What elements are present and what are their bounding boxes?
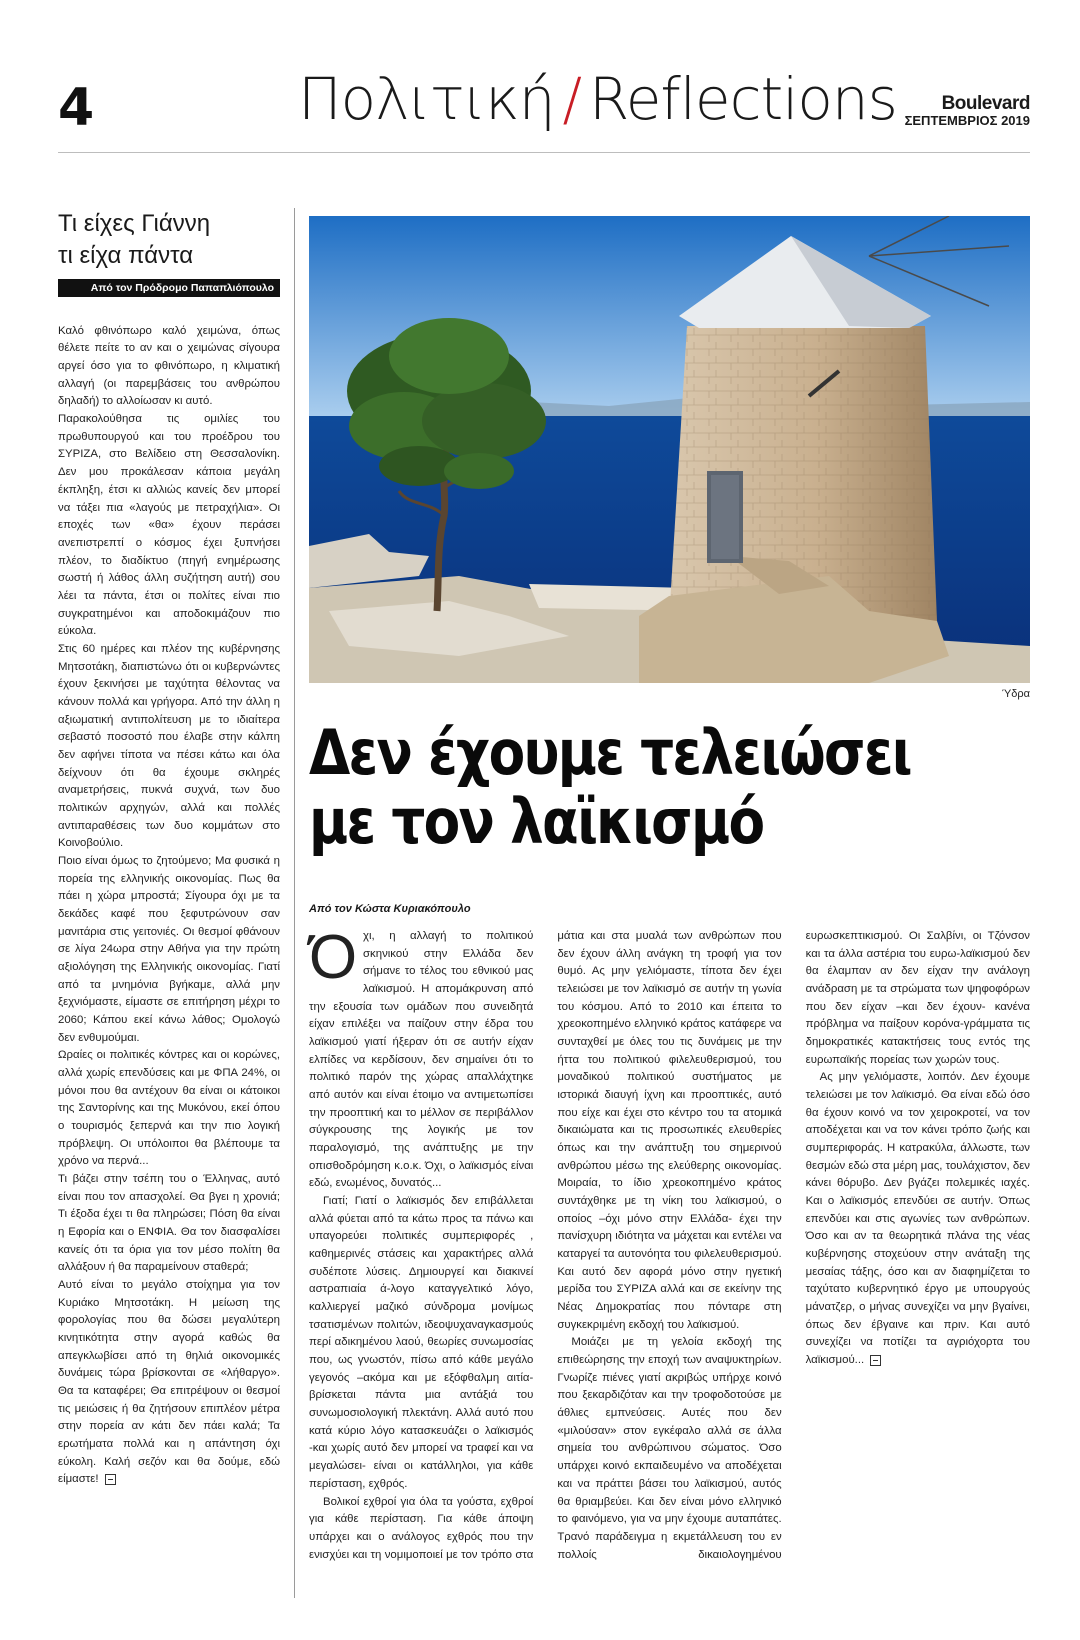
article-paragraph-text: Ας μην γελιόμαστε, λοιπόν. Δεν έχουμε τελειώσει με τον λαϊκισμό. Θα είναι εδώ όσο θα έχουν κοινό να τον χειροκροτεί, να τον αποδέχεται και να τον κάνει τρόπο ζωής και συμπεριφοράς. Η κατρακύλα, άλλωστε, των θεσμών εδώ στα μέρη μας, τουλάχιστον, δεν κάνει θόρυβο. Δεν βγάζει πολεμικές ιαχές. Και ο λαϊκισμός επενδύει σε αυτήν. Όπως επενδύει και στις αγωνίες των ανθρώπων. Όσο και αν τα θεωρητικά πλάνα της νέας κυβέρνησης στοχεύουν στην ανάταξη της μεσαίας τάξης, όσο και αν διαφημίζεται το ταχύτατο κυβερνητικό έργο με υπουργούς μάνατζερ, ο μήνας συνεχίζει να μην βγαίνει, όπως δεν έβγαινε και πριν. Και αυτό συνεχίζει να ποτίζει τα αγριόχορτα του λαϊκισμού...: [805, 1071, 1030, 1367]
column-paragraph: Καλό φθινόπωρο καλό χειμώνα, όπως θέλετε πείτε το αν και ο χειμώνας σίγουρα αργεί όσο για το φθινόπωρο, η κλιματική αλλαγή (οι παρεμβάσεις του ανθρώπου δηλαδή) το αλλοίωσαν κι αυτό.: [58, 324, 280, 408]
headline-line-1: Δεν έχουμε τελειώσει: [309, 716, 911, 789]
article-paragraph: [309, 923, 534, 1193]
column-paragraph: [58, 1277, 280, 1489]
end-of-article-icon: [105, 1474, 116, 1485]
column-paragraph: Τι βάζει στην τσέπη του ο Έλληνας, αυτό είναι που τον απασχολεί. Θα βγει η χρονιά; Τι έξοδα έχει τι θα πληρώσει; Πόση θα είναι η Εφορία και ο ΕΝΦΙΑ. Θα τον διασφαλίσει κανείς ότι τα όρια για τον μέσο πολίτη θα αλλάξουν ή θα παραμείνουν σταθερά;: [58, 1173, 280, 1274]
section-title-english: Reflections: [589, 65, 897, 133]
column-body: [58, 323, 280, 1489]
photo-caption: Ύδρα: [1001, 688, 1030, 700]
column-title: [58, 208, 280, 273]
column-paragraph: Ωραίες οι πολιτικές κόντρες και οι κορώνες, αλλά χωρίς επενδύσεις και με ΦΠΑ 24%, οι μόνοι που θα αντέχουν θα είναι οι κάτοικοι της Σαντορίνης και της Μυκόνου, εκεί όπου ο τουρισμός ξεπερνά και την πιο λογική πρόβλεψη. Οι υπόλοιποι θα βλέπουμε τα χρόνο να περνά...: [58, 1049, 280, 1168]
article-byline: Από τον Κώστα Κυριακόπουλο: [309, 903, 471, 915]
windmill-photo: [309, 216, 1030, 683]
section-title-greek: Πολιτική: [298, 65, 555, 133]
column-paragraph: Στις 60 ημέρες και πλέον της κυβέρνησης Μητσοτάκη, διαπιστώνω ότι οι κυβερνώντες έχουν ξεκινήσει με ταχύτητα θέλοντας να κάνουν πολλά και γρήγορα. Από την άλλη η αξιωματική αντιπολίτευση με το ιδιαίτερα σεβαστό ποσοστό που έλαβε στην κάλπη δεν αφήνει τίποτα να πέσει κάτω και όλα δείχνουν ότι θα έχουμε σκληρές αναμετρήσεις, πυκνά συχνά, των δυο πολιτικών αρχηγών, αλλά και πολλές αντιπαραθέσεις των δυο κομμάτων στο Κοινοβούλιο.: [58, 642, 280, 850]
article-paragraph: Βολικοί εχθροί για όλα τα γούστα, εχθροί για κάθε περίσταση. Για κάθε άποψη υπάρχει και ο ανάλογος εχθρός που την ενισχύει και τη νομιμοποιεί με τον τρόπο στα μάτια και στα μυαλά των ανθρώπων που δεν έχουν άλλη ανάγκη τη τροφή για τον θυμό. Ας μην γελιόμαστε, τίποτα δεν έχει τελειώσει με τον λαϊκισμό σε αυτήν τη γωνία του κόσμου. Από το 2010 και έπειτα το χρεοκοπημένο ελληνικό κράτος κατάφερε να συνταχθεί με όλες του τις δυνάμεις με την ήττα του πολιτικού φιλελευθερισμού, του μοναδικού πολιτικού συστήματος με ιστορικά διαυγή ίχνη και προοπτικές, αυτό που είχε και έχει στο κέντρο του τα ατομικά δικαιώματα και τις προσωπικές ελευθερίες όπως και την ανάπτυξη του σημερινού ανθρώπου μέσω της ελεύθερης οικονομίας. Μοιραία, το ίδιο χρεοκοπημένο κράτος συντάχθηκε με τη νίκη του λαϊκισμού, ο οποίος –όχι μόνο στην Ελλάδα- έχει την πανίσχυρη ιδιότητα να μάχεται και εντέλει να καταργεί τα αυτονόητα του φιλελευθερισμού. Και αυτό δεν αφορά μόνο στην ηγετική μερίδα του ΣΥΡΙΖΑ αλλά και σε εκείνην της Νέας Δημοκρατίας που πόνταρε στη συγκεκριμένη εκδοχή του λαϊκισμού.: [309, 930, 782, 1561]
article-headline: [309, 718, 911, 857]
article-paragraph: [806, 1069, 1030, 1369]
column-paragraph: Ποιο είναι όμως το ζητούμενο; Μα φυσικά η πορεία της ελληνικής οικονομίας. Πως θα πάει η χώρα μπροστά; Σίγουρα όχι με τα δεκάδες καφέ που ξεφυτρώνουν σαν μανιτάρια στις γειτονιές. Οι θεσμοί φθάνουν σε λίγα 24ωρα στην Αθήνα για την πρώτη αξιολόγηση της Ελληνικής οικονομίας. Γιατί από τα μνημόνια βγήκαμε, αλλά μην ξεχνιόμαστε, είμαστε σε επιτήρηση μέχρι το 2060; Κάπου εκεί κάνω λάθος; Ομολογώ δεν ενθυμούμαι.: [58, 854, 280, 1044]
section-title: [298, 65, 897, 133]
column-paragraph-text: Αυτό είναι το μεγάλο στοίχημα για τον Κυριάκο Μητσοτάκη. Η μείωση της φορολογίας που θα δώσει μεγαλύτερη κινητικότητα στην αγορά καθώς θα απεγκλωβίσει από τη θηλιά οικονομικές δυνάμεις τώρα βρίσκονται σε «λήθαργο». Θα τα καταφέρει; Θα επιτρέψουν οι θεσμοί τις μειώσεις ή θα ζητήσουν επιπλέον μέτρα στην πορεία αν κάτι δεν πάει καλά; Τα ερωτήματα πολλά και η απάντηση όχι εύκολη. Καλή σεζόν και θα δούμε, εδώ είμαστε!: [58, 1279, 280, 1486]
section-separator: /: [562, 65, 582, 133]
column-divider: [294, 208, 295, 1598]
drop-cap: Ό: [309, 923, 358, 992]
column-title-line-2: τι είχα πάντα: [58, 242, 194, 270]
article-paragraph-text: χι, η αλλαγή το πολιτικού σκηνικού στην Ελλάδα δεν σήμανε το τέλος του εθνικού μας λαϊκισμού. Η απομάκρυνση από την εξουσία των ομάδων που συνειδητά είχαν επιλέξει να παίζουν στην έδρα του λαϊκισμού γιατί ήξεραν ότι σε αυτήν είχαν ελπίδες να κερδίσουν, δεν σημαίνει ότι το πολιτικό παρόν της χώρας απαλλάχτηκε από αυτόν και είναι έτοιμο να αντιμετωπίσει την προοπτική και το μέλλον σε περιβάλλον σύγκρουσης της λογικής με τον παραλογισμό, της ανάπτυξης με την οπισθοδρόμηση κ.ο.κ. Όχι, ο λαϊκισμός είναι εδώ, ενωμένος, δυνατός...: [309, 930, 534, 1190]
column-author-bar: Από τον Πρόδρομο Παπαπλιόπουλο: [58, 279, 280, 297]
column-paragraph: Παρακολούθησα τις ομιλίες του πρωθυπουργού και του προέδρου του ΣΥΡΙΖΑ, στο Βελίδειο στη Θεσσαλονίκη. Δεν μου προκάλεσαν κάποια μεγάλη έκπληξη, έτσι κι αλλιώς κανείς δεν μπορεί να τάξει πια «λαγούς με πετραχήλια». Οι εποχές των «θα» έχουν περάσει ανεπιστρεπτί ο κόσμος έχει ξυπνήσει πλέον, το διαδίκτυο (πηγή ενημέρωσης σωστή ή λάθος άλλη συζήτηση αυτή) σου λέει τα πάντα, έτσι οι πολίτες είναι πιο συγκρατημένοι και αποδοκιμάζουν πιο εύκολα.: [58, 413, 280, 638]
article-paragraph: Μοιάζει με τη γελοία εκδοχή της επιθεώρησης την εποχή των αναψυκτηρίων. Γνωρίζε πιένες γιατί ακριβώς υπήρχε κοινό που ξεκαρδιζόταν και την τροφοδοτούσε με άθλιες εμπνεύσεις. Αυτές που δεν «μιλούσαν» στον εγκέφαλο αλλά σε άλλα σημεία του ανθρώπινου σώματος. Όσο υπάρχει κοινό εκπαιδευμένο να αποδέχεται και να πράττει βάσει του λαϊκισμού, αυτός θα θριαμβεύει. Και δεν είναι μόνο ελληνικό το φαινόμενο, για να μην έχουμε αυταπάτες. Τρανό παράδειγμα η εκμετάλλευση του εν πολλοίς δικαιολογημένου ευρωσκεπτικισμού. Οι Σαλβίνι, οι Τζόνσον και τα άλλα αστέρια του ευρω-λαϊκισμού δεν θα έλαμπαν αν δεν είχαν την ανάλογη ανάδραση με τα στρώματα των ψηφοφόρων που δεν είχαν –και δεν έχουν- κανένα πρόβλημα να παίξουν κορόνα-γράμματα τις δημοκρατικές κατακτήσεις τους εντός της ευρωπαϊκής πορείας των χωρών τους.: [557, 930, 1030, 1561]
end-of-article-icon: [870, 1355, 881, 1366]
brand-name: Boulevard: [941, 93, 1030, 114]
page-number: 4: [58, 78, 95, 138]
column-title-line-1: Τι είχες Γιάννη: [58, 210, 211, 237]
header-divider: [58, 152, 1030, 153]
opinion-column: [58, 208, 280, 1489]
masthead-brand: [905, 94, 1030, 130]
article-paragraph: Γιατί; Γιατί ο λαϊκισμός δεν επιβάλλεται αλλά φύεται από τα κάτω προς τα πάνω και υπαγορεύει πολιτικές συμπεριφορές , καθημερινές στάσεις και χαρακτήρες αλλά συδέποτε λύσεις. Δημιουργεί και διακινεί αστραπιαία ά-λογο καταγγελτικό λόγο, καλλιεργεί μαζικό σύνδρομα μονίμως τσατισμένων πολιτών, ιδεοψυχαναγκασμούς περί αδικημένου λαού, θεωρίες συνωμοσίας που, ως γνωστόν, πίσω από κάθε μεγάλο γεγονός –ακόμα και με εξόφθαλμη αιτία- βρίσκεται πάντα μια αντάξιά του συνωμοσιολογική πλεκτάνη. Αλλά αυτό που κατά κύριο λόγο κατασκευάζει ο λαϊκισμός -και χωρίς αυτό δεν μπορεί να τραφεί και να μεγαλώσει- είναι οι κατάλληλοι, για κάθε περίσταση, εχθρός.: [309, 1195, 534, 1490]
article-body: [309, 923, 1030, 1578]
headline-line-2: με τον λαϊκισμό: [309, 785, 764, 859]
issue-date: ΣΕΠΤΕΜΒΡΙΟΣ 2019: [904, 113, 1030, 128]
